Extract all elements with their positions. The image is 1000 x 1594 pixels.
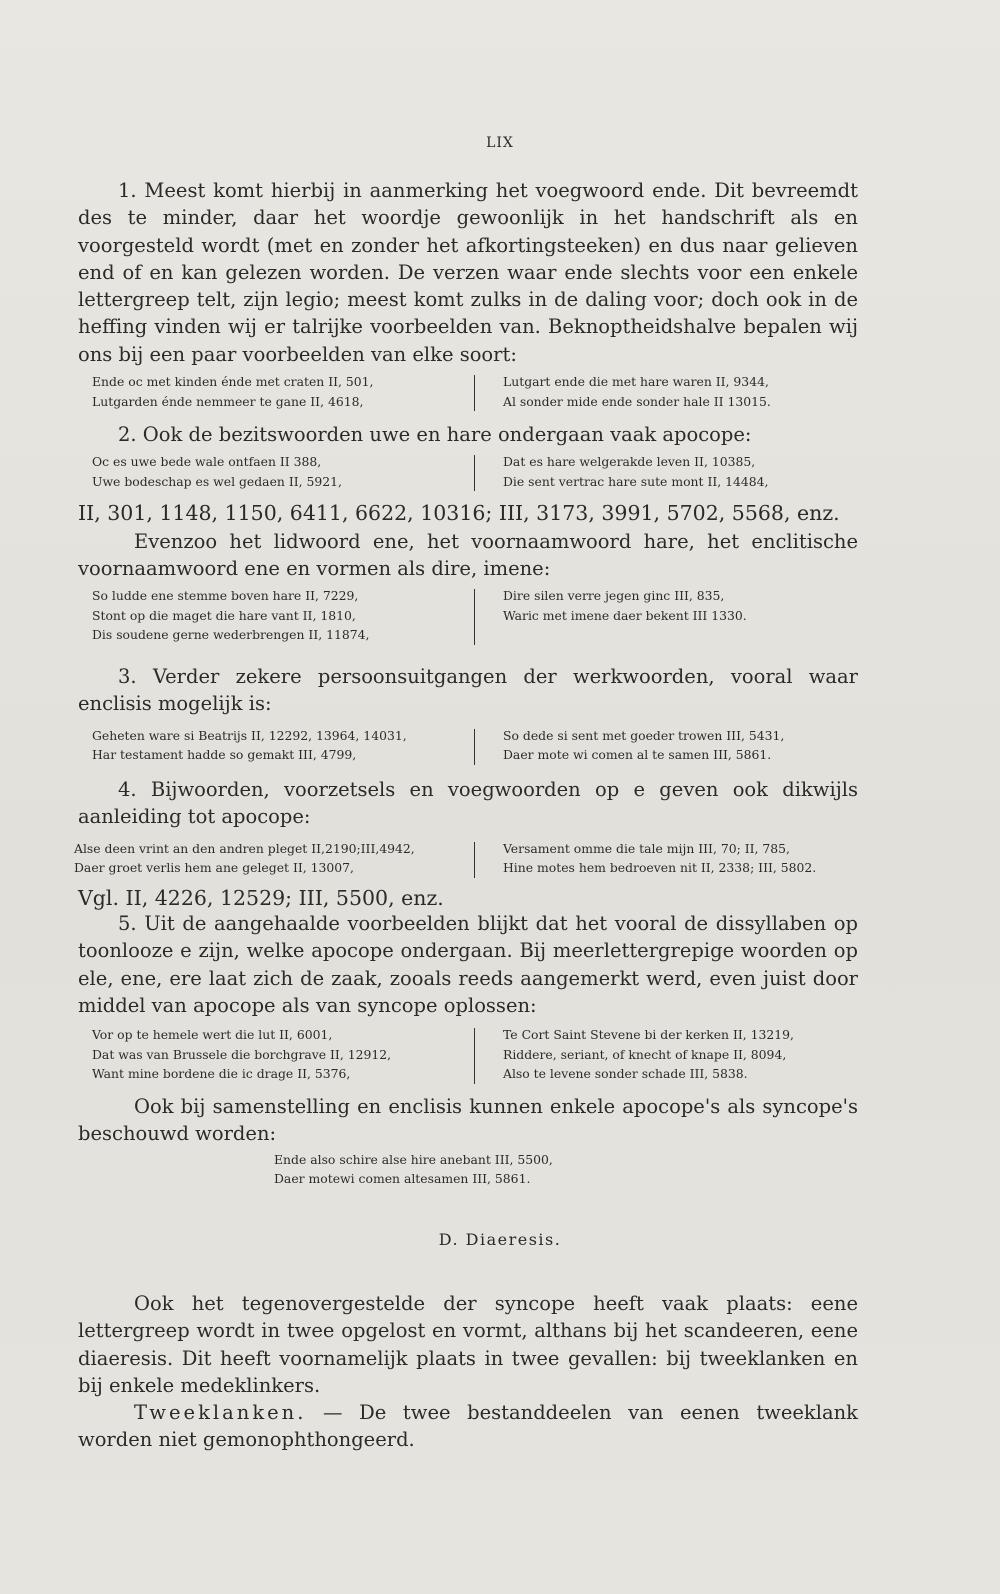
section-1 xyxy=(78,177,858,416)
section-5 xyxy=(78,910,858,1089)
verse-line: Al sonder mide ende sonder hale II 13015. xyxy=(503,393,771,409)
paragraph-2: 2. Ook de bezitswoorden uwe en hare ondergaan vaak apocope: xyxy=(118,423,752,446)
verse-line: Uwe bodeschap es wel gedaen II, 5921, xyxy=(92,473,342,489)
quote-block-3 xyxy=(78,586,858,650)
references-2: Vgl. II, 4226, 12529; III, 5500, enz. xyxy=(78,885,444,910)
paragraph-4: 4. Bijwoorden, voorzetsels en voegwoorden op e geven ook dikwijls aanleiding tot apocope: xyxy=(78,778,858,829)
quote-center xyxy=(274,1150,553,1189)
verse-line: Te Cort Saint Stevene bi der kerken II, 13219, xyxy=(503,1027,794,1043)
quote-left xyxy=(74,839,415,878)
tweeklanken-text: — De twee bestanddeelen van eenen tweeklank worden niet gemonophthongeerd. xyxy=(78,1401,858,1452)
verse-line: Also te levene sonder schade III, 5838. xyxy=(503,1066,748,1082)
verse-line: Want mine bordene die ic drage II, 5376, xyxy=(92,1066,351,1082)
quote-block-6 xyxy=(78,1025,858,1089)
section-2 xyxy=(78,421,858,650)
verse-line: So ludde ene stemme boven hare II, 7229, xyxy=(92,588,359,604)
section-7 xyxy=(78,1290,858,1454)
tweeklanken-label: Tweeklanken. xyxy=(134,1401,307,1425)
verse-line: Die sent vertrac hare sute mont II, 14484, xyxy=(503,473,769,489)
verse-line: Har testament hadde so gemakt III, 4799, xyxy=(92,747,357,763)
verse-line: Ende oc met kinden énde met craten II, 501, xyxy=(92,374,374,390)
verse-line: Daer mote wi comen al te samen III, 5861. xyxy=(503,747,772,763)
verse-line: Dat es hare welgerakde leven II, 10385, xyxy=(503,454,756,470)
verse-line: Daer groet verlis hem ane geleget II, 13007, xyxy=(74,860,354,876)
quote-left xyxy=(92,726,407,765)
quote-right xyxy=(503,452,768,491)
paragraph-evenzoo: Evenzoo het lidwoord ene, het voornaamwoord hare, het enclitische voornaamwoord ene en vormen als dire, imene: xyxy=(78,529,858,580)
paragraph-1: 1. Meest komt hierbij in aanmerking het voegwoord ende. Dit bevreemdt des te minder, daar het woordje gewoonlijk in het handschrift als en voorgesteld wordt (met en zonder het afkortingsteeken) en dus naar gelieven end of en kan gelezen worden. De verzen waar ende slechts voor een enkele lettergreep telt, zijn legio; meest komt zulks in de daling voor; doch ook in de heffing vinden wij er talrijke voorbeelden van. Beknoptheidshalve bepalen wij ons bij een paar voorbeelden van elke soort: xyxy=(78,179,858,366)
quote-right xyxy=(503,372,771,411)
verse-line: Dire silen verre jegen ginc III, 835, xyxy=(503,588,725,604)
verse-line: Versament omme die tale mijn III, 70; II, 785, xyxy=(503,840,790,856)
quote-right xyxy=(503,1025,794,1084)
verse-line: Geheten ware si Beatrijs II, 12292, 13964, 14031, xyxy=(92,727,407,743)
paragraph-3: 3. Verder zekere persoonsuitgangen der werkwoorden, vooral waar enclisis mogelijk is: xyxy=(78,665,858,716)
quote-block-5 xyxy=(74,839,858,883)
verse-line: Vor op te hemele wert die lut II, 6001, xyxy=(92,1027,333,1043)
paragraph-7: Ook het tegenovergestelde der syncope heeft vaak plaats: eene lettergreep wordt in twee opgelost en vormt, althans bij het scandeeren, eene diaeresis. Dit heeft voornamelijk plaats in twee gevallen: bij tweeklanken en bij enkele medeklinkers. xyxy=(78,1292,858,1397)
quote-left xyxy=(92,586,369,645)
verse-line: Ende also schire alse hire anebant III, 5500, xyxy=(274,1151,553,1167)
verse-line: So dede si sent met goeder trowen III, 5431, xyxy=(503,727,785,743)
quote-block-4 xyxy=(78,726,858,770)
divider xyxy=(474,1028,475,1084)
verse-line: Alse deen vrint an den andren pleget II,2190;III,4942, xyxy=(74,840,415,856)
quote-block-2 xyxy=(78,452,858,496)
quote-block-1 xyxy=(78,372,858,416)
verse-line: Lutgarden énde nemmeer te gane II, 4618, xyxy=(92,393,364,409)
divider xyxy=(474,729,475,765)
quote-right xyxy=(503,586,747,625)
page-number: LIX xyxy=(486,135,514,151)
paragraph-6: Ook bij samenstelling en enclisis kunnen enkele apocope's als syncope's beschouwd worden: xyxy=(78,1095,858,1146)
references-1: II, 301, 1148, 1150, 6411, 6622, 10316; III, 3173, 3991, 5702, 5568, enz. xyxy=(78,501,840,526)
quote-left xyxy=(92,1025,391,1084)
verse-line: Dat was van Brussele die borchgrave II, 12912, xyxy=(92,1046,392,1062)
section-4 xyxy=(74,776,858,912)
verse-line: Lutgart ende die met hare waren II, 9344, xyxy=(503,374,769,390)
paragraph-5: 5. Uit de aangehaalde voorbeelden blijkt dat het vooral de dissyllaben op toonlooze e zijn, welke apocope ondergaan. Bij meerlettergrepige woorden op ele, ene, ere laat zich de zaak, zooals reeds aangemerkt werd, even juist door middel van apocope als van syncope oplossen: xyxy=(78,912,858,1017)
divider xyxy=(474,455,475,491)
verse-line: Stont op die maget die hare vant II, 1810, xyxy=(92,607,356,623)
quote-left xyxy=(92,372,373,411)
paragraph-8 xyxy=(78,1399,858,1454)
quote-right xyxy=(503,726,784,765)
section-heading: D. Diaeresis. xyxy=(438,1230,562,1249)
verse-line: Hine motes hem bedroeven nit II, 2338; III, 5802. xyxy=(503,860,817,876)
quote-block-7 xyxy=(78,1150,858,1194)
verse-line: Riddere, seriant, of knecht of knape II, 8094, xyxy=(503,1046,787,1062)
divider xyxy=(474,589,475,645)
divider xyxy=(474,375,475,411)
verse-line: Dis soudene gerne wederbrengen II, 11874, xyxy=(92,627,370,643)
verse-line: Oc es uwe bede wale ontfaen II 388, xyxy=(92,454,322,470)
verse-line: Daer motewi comen altesamen III, 5861. xyxy=(274,1171,531,1187)
quote-left xyxy=(92,452,342,491)
section-6 xyxy=(78,1093,858,1194)
quote-right xyxy=(503,839,816,878)
section-3 xyxy=(78,663,858,770)
divider xyxy=(474,842,475,878)
verse-line: Waric met imene daer bekent III 1330. xyxy=(503,607,747,623)
